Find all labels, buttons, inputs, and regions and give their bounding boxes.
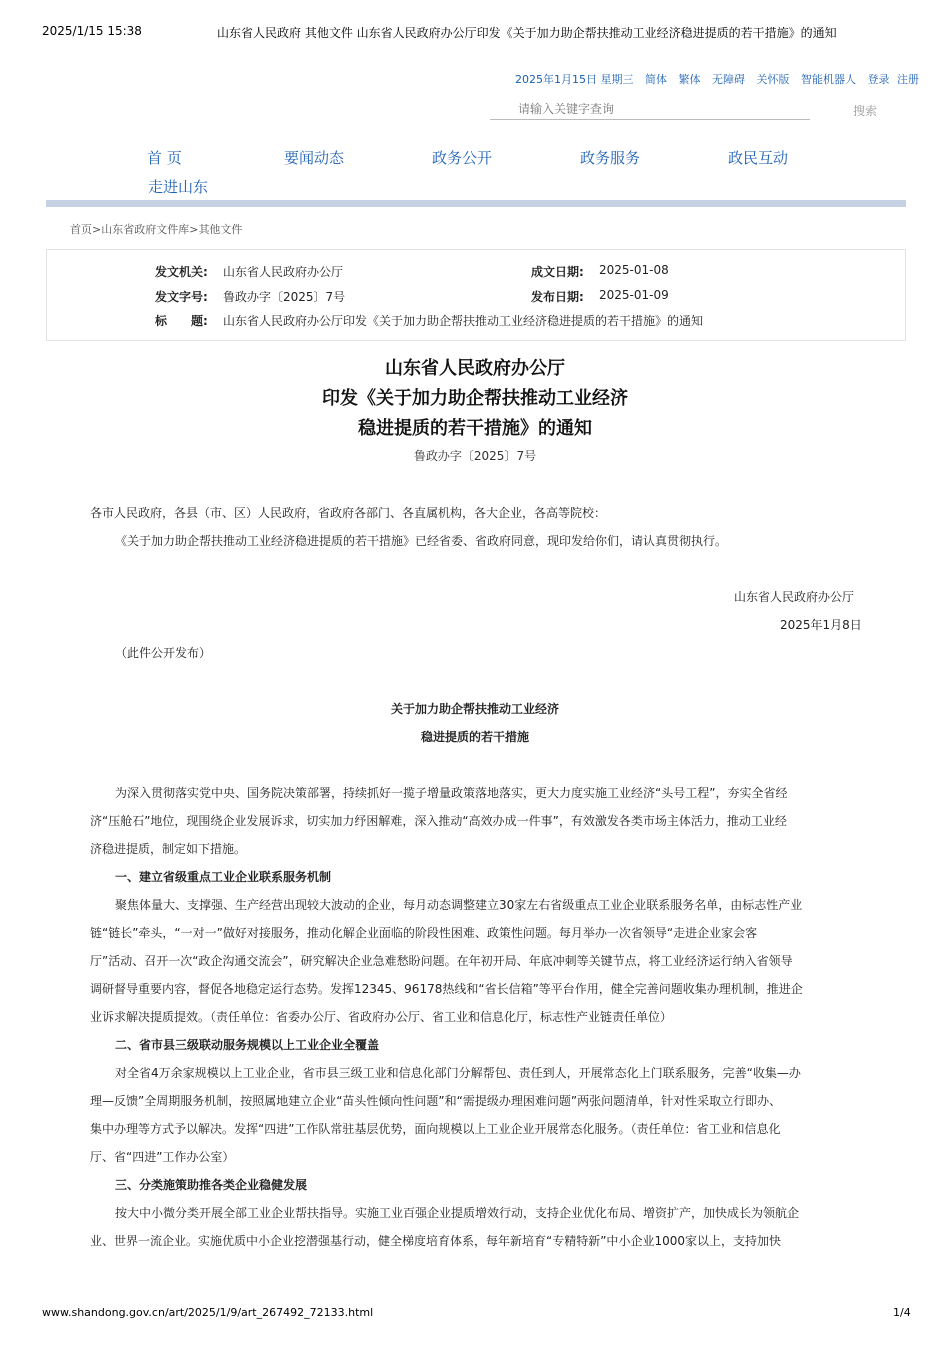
doc-number-label: 发文字号: [155, 290, 208, 304]
nav-government-affairs[interactable]: 政务公开 [432, 149, 493, 167]
title-value: 山东省人民政府办公厅印发《关于加力助企帮扶推动工业经济稳进提质的若干措施》的通知 [223, 314, 704, 328]
nav-about-shandong[interactable]: 走进山东 [148, 178, 209, 196]
intro-line: 济稳进提质，制定如下措施。 [90, 842, 247, 856]
salutation: 各市人民政府，各县（市、区）人民政府，省政府各部门、各直属机构，各大企业，各高等院校： [90, 506, 607, 520]
doc-title-line-1: 山东省人民政府办公厅 [385, 358, 565, 379]
nav-news[interactable]: 要闻动态 [284, 149, 345, 167]
link-smart-robot[interactable]: 智能机器人 [801, 73, 856, 86]
created-date-value: 2025-01-08 [599, 263, 669, 277]
issuer-label: 发文机关: [155, 265, 208, 279]
breadcrumb-library[interactable]: 山东省政府文件库 [101, 223, 190, 236]
section-1-line: 链“链长”牵头，“一对一”做好对接服务，推动化解企业面临的阶段性困难、政策性问题。每月举办一次省领导“走进企业家会客 [90, 926, 758, 940]
created-date-label: 成文日期: [531, 265, 584, 279]
section-1-line: 调研督导重要内容，督促各地稳定运行态势。发挥12345、96178热线和“省长信箱”等平台作用，健全完善问题收集办理机制，推进企 [90, 982, 803, 996]
section-1-heading: 一、建立省级重点工业企业联系服务机制 [115, 870, 332, 884]
search-underline [490, 119, 810, 120]
section-1-line: 厅”活动、召开一次“政企沟通交流会”，研究解决企业急难愁盼问题。在年初开局、年底冲刺等关键节点，将工业经济运行纳入省领导 [90, 954, 793, 968]
print-url: www.shandong.gov.cn/art/2025/1/9/art_267492_72133.html [42, 1306, 374, 1319]
doc-title-line-3: 稳进提质的若干措施》的通知 [358, 418, 592, 439]
doc-number-value: 鲁政办字〔2025〕7号 [223, 290, 346, 304]
link-traditional[interactable]: 繁体 [678, 73, 701, 86]
breadcrumb: 首页>山东省政府文件库>其他文件 [70, 223, 243, 236]
section-2-line: 厅、省“四进”工作办公室） [90, 1150, 235, 1164]
nav-interaction[interactable]: 政民互动 [728, 149, 789, 167]
nav-home[interactable]: 首 页 [147, 149, 182, 167]
section-3-line: 业、世界一流企业。实施优质中小企业挖潜强基行动，健全梯度培育体系，每年新培育“专精特新”中小企业1000家以上，支持加快 [90, 1234, 781, 1248]
section-2-heading: 二、省市县三级联动服务规模以上工业企业全覆盖 [115, 1038, 380, 1052]
sign-date: 2025年1月8日 [780, 618, 862, 632]
doc-title-line-2: 印发《关于加力助企帮扶推动工业经济 [322, 388, 628, 409]
publication-note: （此件公开发布） [115, 646, 212, 660]
section-1-line: 聚焦体量大、支撑强、生产经营出现较大波动的企业，每月动态调整建立30家左右省级重点工业企业联系服务名单，由标志性产业 [115, 898, 803, 912]
nav-government-services[interactable]: 政务服务 [580, 149, 641, 167]
link-accessibility[interactable]: 无障碍 [712, 73, 745, 86]
top-utility-bar [515, 71, 927, 87]
search-input[interactable]: 请输入关键字查询 [518, 102, 615, 116]
print-title: 山东省人民政府 其他文件 山东省人民政府办公厅印发《关于加力助企帮扶推动工业经济稳进提质的若干措施》的通知 [217, 26, 837, 40]
link-login[interactable]: 登录 [867, 73, 890, 86]
section-3-heading: 三、分类施策助推各类企业稳健发展 [115, 1178, 308, 1192]
breadcrumb-other-files[interactable]: 其他文件 [198, 223, 243, 236]
subtitle-line-1: 关于加力助企帮扶推动工业经济 [390, 702, 559, 716]
section-3-line: 按大中小微分类开展全部工业企业帮扶指导。实施工业百强企业提质增效行动，支持企业优化布局、增资扩产，加快成长为领航企 [115, 1206, 800, 1220]
section-2-line: 集中办理等方式予以解决。发挥“四进”工作队常驻基层优势，面向规模以上工业企业开展常态化服务。（责任单位：省工业和信息化 [90, 1122, 781, 1136]
published-date-label: 发布日期: [531, 290, 584, 304]
link-care-mode[interactable]: 关怀版 [756, 73, 790, 86]
subtitle-line-2: 稳进提质的若干措施 [420, 730, 529, 744]
link-register[interactable]: 注册 [897, 73, 919, 86]
print-datetime: 2025/1/15 15:38 [42, 24, 142, 38]
section-2-line: 对全省4万余家规模以上工业企业，省市县三级工业和信息化部门分解帮包、责任到人，开展常态化上门联系服务，完善“收集—办 [115, 1066, 801, 1080]
doc-number: 鲁政办字〔2025〕7号 [413, 449, 537, 463]
signer: 山东省人民政府办公厅 [734, 590, 855, 604]
published-date-value: 2025-01-09 [599, 288, 669, 302]
intro-line: 济“压舱石”地位，现围绕企业发展诉求，切实加力纾困解难，深入推动“高效办成一件事”，有效激发各类市场主体活力，推动工业经 [90, 814, 787, 828]
print-page-number: 1/4 [893, 1306, 911, 1319]
search-button[interactable]: 搜索 [853, 104, 878, 118]
issuer-value: 山东省人民政府办公厅 [223, 265, 344, 279]
section-2-line: 理—反馈”全周期服务机制，按照属地建立企业“苗头性倾向性问题”和“需提级办理困难问题”两张问题清单，针对性采取立行即办、 [90, 1094, 782, 1108]
nav-divider [46, 200, 906, 207]
title-label: 标 题: [155, 314, 208, 328]
link-simplified[interactable]: 简体 [645, 73, 667, 86]
intro-line: 为深入贯彻落实党中央、国务院决策部署，持续抓好一揽子增量政策落地落实，更大力度实施工业经济“头号工程”，夯实全省经 [115, 786, 788, 800]
body-paragraph: 《关于加力助企帮扶推动工业经济稳进提质的若干措施》已经省委、省政府同意，现印发给你们，请认真贯彻执行。 [115, 534, 728, 548]
current-date: 2025年1月15日 星期三 [515, 73, 634, 86]
section-1-line: 业诉求解决提质提效。（责任单位：省委办公厅、省政府办公厅、省工业和信息化厅，标志性产业链责任单位） [90, 1010, 673, 1024]
breadcrumb-home[interactable]: 首页 [70, 223, 92, 236]
